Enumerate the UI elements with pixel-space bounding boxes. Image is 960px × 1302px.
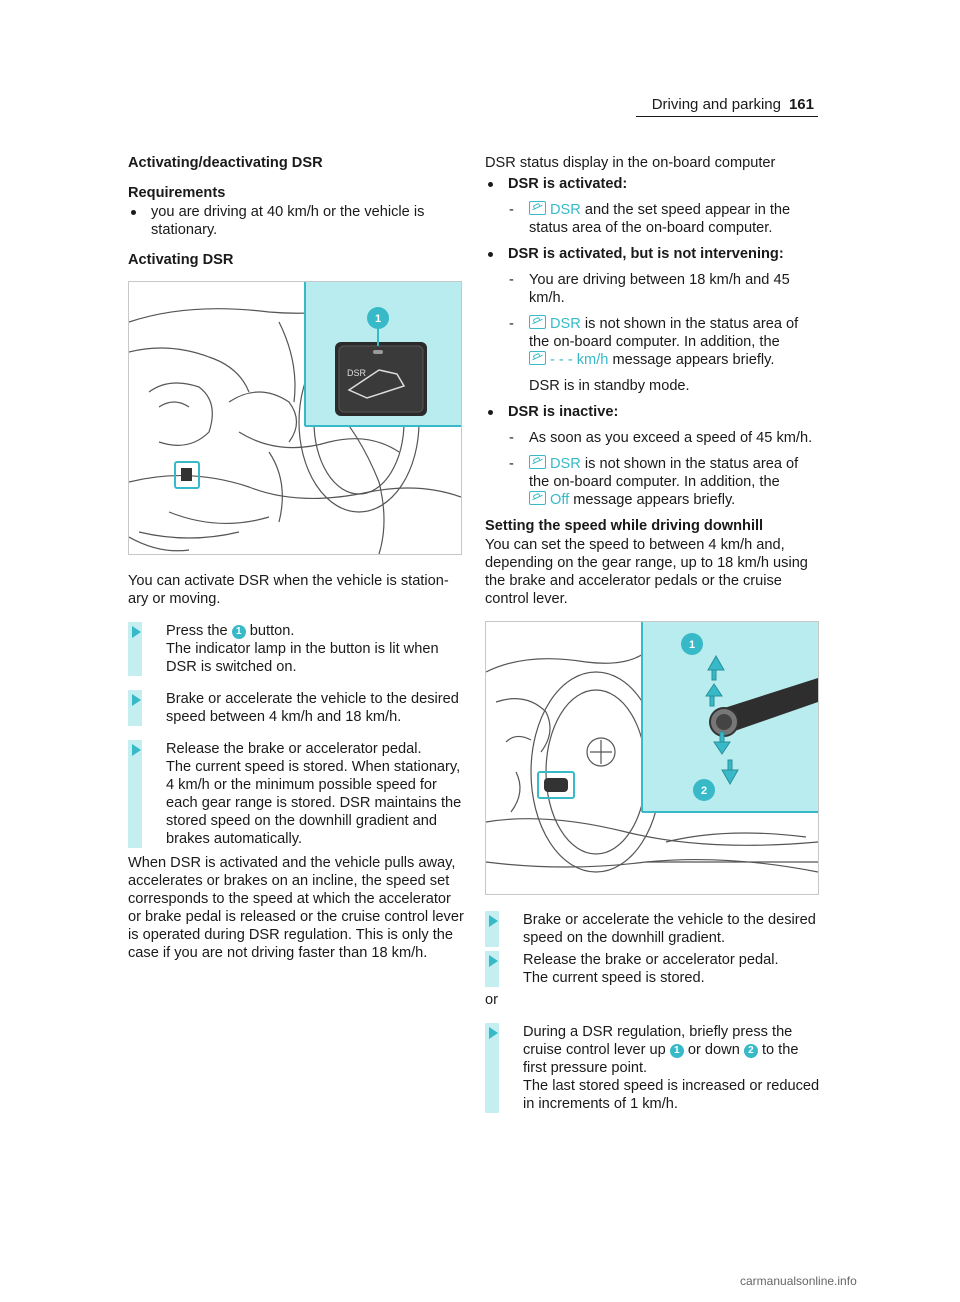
step-brake-accelerate-downhill [485,911,821,947]
dsr-car-icon [529,455,546,469]
not-intervening-item-3: DSR is in standby mode. [529,378,690,394]
item-text: is not shown in the status area of the on-board computer. In addition, the [529,456,799,490]
status-activated-label: DSR is activated: [485,175,821,193]
inactive-item-1: - As soon as you exceed a speed of 45 km/h. [485,429,821,447]
callout-badge-1: 1 [232,625,246,639]
step-result: The current speed is stored. [523,970,705,986]
step-cruise-lever [485,1023,821,1113]
display-text: DSR [550,202,581,218]
display-text: DSR [550,456,581,472]
dsr-car-icon [529,315,546,329]
header-section-title: Driving and parking [651,96,781,113]
left-column [128,154,464,962]
step-release-pedal [128,740,464,848]
page-number: 161 [788,96,814,113]
step-arrow-icon [489,915,498,927]
step-result: The current speed is stored. When stationary, 4 km/h or the minimum possible speed for each gear range is stored. DSR maintains the stored speed on the downhill gradient and brakes automatically. [166,759,462,847]
step-text: During a DSR regulation, briefly press the cruise control lever up [523,1024,793,1058]
speed-intro: You can set the speed to between 4 km/h and, depending on the gear range, up to 18 km/h using the brake and accelerator pedals or the cruise control lever. [485,537,808,607]
callout-badge-2: 2 [744,1044,758,1058]
display-text: Off [550,492,570,508]
status-intro: DSR status display in the on-board computer [485,155,776,171]
step-arrow-icon [132,694,141,706]
not-intervening-item-2b [485,351,821,369]
dashboard-illustration [129,282,461,554]
closing-paragraph: When DSR is activated and the vehicle pulls away, accelerates or brakes on an incline, the speed set corresponds to the speed at which the accelerator or brake pedal is released or the cruise control lever is operated during DSR regulation. This is only the case if you are not driving faster than 18 km/h. [128,855,464,961]
intro-paragraph: You can activate DSR when the vehicle is stationary or moving. [128,573,449,607]
page-header [652,96,814,114]
callout-badge-1: 1 [670,1044,684,1058]
step-arrow-icon [132,626,141,638]
step-text: Brake or accelerate the vehicle to the desired speed on the downhill gradient. [523,912,816,946]
footer-watermark: carmanualsonline.info [740,1274,857,1288]
activating-heading: Activating DSR [128,252,234,268]
dsr-car-icon [529,201,546,215]
status-inactive-label: DSR is inactive: [485,403,821,421]
inactive-item-2b [485,491,821,509]
step-text: Release the brake or accelerator pedal. [523,952,779,968]
step-arrow-icon [132,744,141,756]
step-bar [128,740,142,848]
figure-callout-2: 2 [700,785,708,797]
not-intervening-item-1: - You are driving between 18 km/h and 45 km/h. [485,271,821,307]
status-activated-item [485,201,821,237]
display-text: DSR [550,316,581,332]
step-text: Release the brake or accelerator pedal. [166,741,422,757]
figure-callout-1: 1 [374,313,382,325]
dsr-button-label: DSR [347,368,367,378]
display-text: - - - km/h [550,352,609,368]
cruise-lever-figure [485,621,819,895]
step-arrow-icon [489,1027,498,1039]
figure-callout-1: 1 [688,639,696,651]
step-text: to the first pressure point. [523,1042,799,1076]
step-brake-accelerate [128,690,464,726]
status-not-intervening-label: DSR is activated, but is not intervening: [485,245,821,263]
right-column [485,154,821,1113]
step-result: The last stored speed is increased or reduced in increments of 1 km/h. [523,1078,820,1112]
section-title: Activating/deactivating DSR [128,155,323,171]
not-intervening-item-2 [485,315,821,351]
dsr-car-icon [529,351,546,365]
dsr-button-figure [128,281,462,555]
inactive-item-2 [485,455,821,491]
item-text: and the set speed appear in the status area of the on-board computer. [529,202,791,236]
requirements-heading: Requirements [128,185,226,201]
step-text: button. [249,623,295,639]
item-text: message appears briefly. [612,352,775,368]
step-press-button [128,622,464,676]
step-arrow-icon [489,955,498,967]
item-text: is not shown in the status area of the on-board computer. In addition, the [529,316,799,350]
step-text: or down [687,1042,740,1058]
step-text: Brake or accelerate the vehicle to the desired speed between 4 km/h and 18 km/h. [166,691,459,725]
step-release-pedal-downhill [485,951,821,987]
speed-heading: Setting the speed while driving downhill [485,518,764,534]
step-result: The indicator lamp in the button is lit when DSR is switched on. [166,641,439,675]
step-text: Press the [166,623,228,639]
lever-illustration [486,622,818,894]
header-rule [636,116,818,117]
requirement-item: you are driving at 40 km/h or the vehicle is stationary. [128,203,464,239]
dsr-car-icon [529,491,546,505]
item-text: message appears briefly. [573,492,736,508]
or-separator: or [485,992,498,1008]
